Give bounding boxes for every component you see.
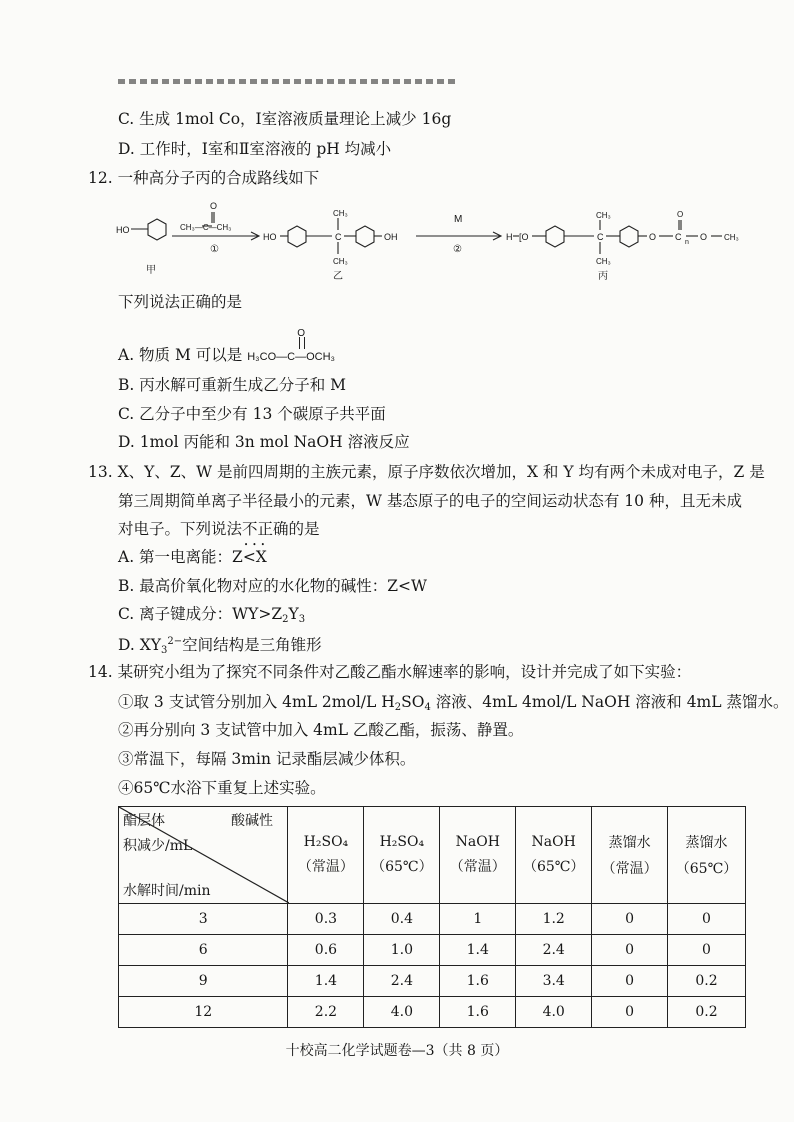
- svg-text:C: C: [597, 232, 604, 242]
- value-cell: 0.4: [364, 904, 440, 935]
- q14-step-3: ③常温下，每隔 3min 记录酯层减少体积。: [118, 750, 416, 768]
- label-bing: 丙: [598, 271, 608, 282]
- time-cell: 12: [119, 997, 288, 1028]
- value-cell: 0: [668, 904, 746, 935]
- value-cell: 0: [592, 904, 668, 935]
- q13-option-c: C. 离子键成分：$WY>Z_2Y_3$: [118, 605, 306, 625]
- svg-text:CH₃: CH₃: [333, 257, 348, 266]
- svg-text:CH₃: CH₃: [596, 257, 611, 266]
- q12-option-a: [118, 328, 336, 367]
- value-cell: 4.0: [516, 997, 592, 1028]
- svg-text:OH: OH: [384, 232, 398, 242]
- value-cell: 4.0: [364, 997, 440, 1028]
- value-cell: 2.4: [364, 966, 440, 997]
- emphasis-not-correct: 不正确 • • •: [242, 520, 289, 538]
- svg-text:CH₃: CH₃: [596, 211, 611, 220]
- q14-step-2: ②再分别向 3 支试管中加入 4mL 乙酸乙酯，振荡、静置。: [118, 721, 524, 739]
- svg-text:O: O: [649, 232, 657, 242]
- table-corner-cell: [119, 807, 288, 904]
- value-cell: 0: [668, 935, 746, 966]
- table-row: [119, 935, 746, 966]
- svg-text:C: C: [675, 232, 682, 242]
- value-cell: 1.2: [516, 904, 592, 935]
- value-cell: 1.6: [440, 966, 516, 997]
- svg-text:O: O: [700, 232, 708, 242]
- corner-label-right: 酸碱性: [231, 813, 273, 829]
- step-1-label: ①: [210, 244, 219, 255]
- cutoff-line: [118, 79, 458, 84]
- value-cell: 0.6: [288, 935, 364, 966]
- q12-question: 下列说法正确的是: [118, 293, 243, 311]
- corner-label-mid: 积减少/mL: [123, 838, 193, 854]
- value-cell: 2.4: [516, 935, 592, 966]
- svg-text:CH₃: CH₃: [333, 209, 348, 218]
- time-cell: 6: [119, 935, 288, 966]
- col-header: NaOH （常温）: [440, 807, 516, 904]
- reagent-m: M: [454, 214, 463, 225]
- svg-text:H: H: [506, 232, 513, 242]
- q11-option-d: D. 工作时，Ⅰ室和Ⅱ室溶液的 pH 均减小: [118, 140, 392, 158]
- q13-stem-line2: 第三周期简单离子半径最小的元素，W 基态原子的电子的空间运动状态有 10 种，且无未成: [118, 492, 742, 510]
- value-cell: 0.2: [668, 997, 746, 1028]
- benzene-ring-bing-2: [620, 226, 638, 247]
- q12-option-d: D. 1mol 丙能和 3n mol NaOH 溶液反应: [118, 433, 410, 451]
- q11-option-c: C. 生成 1mol Co，Ⅰ室溶液质量理论上减少 16g: [118, 110, 452, 128]
- benzene-ring-jia: [148, 219, 166, 240]
- q13-option-b: B. 最高价氧化物对应的水化物的碱性：Z<W: [118, 577, 427, 595]
- hydrolysis-table: [118, 806, 746, 1028]
- value-cell: 1: [440, 904, 516, 935]
- step-2-label: ②: [453, 244, 462, 255]
- benzene-ring-yi-1: [288, 226, 306, 247]
- value-cell: 0: [592, 935, 668, 966]
- svg-text:甲: 甲: [146, 265, 156, 276]
- value-cell: 1.0: [364, 935, 440, 966]
- q13-option-d: D. $XY_3^{2-}$空间结构是三角锥形: [118, 636, 322, 656]
- q12-option-b: B. 丙水解可重新生成乙分子和 M: [118, 376, 347, 394]
- table-row: [119, 997, 746, 1028]
- q12-stem: 12. 一种高分子丙的合成路线如下: [88, 169, 320, 187]
- svg-text:C: C: [335, 232, 342, 242]
- q14-step-1: ①取 3 支试管分别加入 4mL 2mol/L $H_2SO_4$ 溶液、4mL 4mol/L NaOH 溶液和 4mL 蒸馏水。: [118, 693, 789, 713]
- corner-label-top: 酯层体: [123, 813, 165, 829]
- reagent-acetone: CH₃—C—CH₃: [180, 223, 232, 232]
- col-header: 蒸馏水 （常温）: [592, 807, 668, 904]
- q14-stem: 14. 某研究小组为了探究不同条件对乙酸乙酯水解速率的影响，设计并完成了如下实验：: [88, 663, 692, 681]
- q12-option-c: C. 乙分子中至少有 13 个碳原子共平面: [118, 405, 386, 423]
- synthesis-scheme: [110, 196, 770, 288]
- benzene-ring-bing-1: [546, 226, 564, 247]
- col-header: NaOH （65℃）: [516, 807, 592, 904]
- value-cell: 1.4: [440, 935, 516, 966]
- value-cell: 3.4: [516, 966, 592, 997]
- svg-text:n: n: [685, 239, 689, 246]
- table-row: [119, 904, 746, 935]
- value-cell: 1.6: [440, 997, 516, 1028]
- svg-text:O: O: [210, 201, 218, 211]
- value-cell: 0: [592, 966, 668, 997]
- q13-stem-line1: 13. X、Y、Z、W 是前四周期的主族元素，原子序数依次增加，X 和 Y 均有两个未成对电子，Z 是: [88, 463, 765, 481]
- q12-option-a-text: A. 物质 M 可以是: [118, 346, 243, 364]
- q13-option-a: A. 第一电离能：Z<X: [118, 548, 267, 566]
- label-yi: 乙: [333, 271, 343, 282]
- q14-step-4: ④65℃水浴下重复上述实验。: [118, 779, 326, 797]
- col-header: H₂SO₄ （常温）: [288, 807, 364, 904]
- value-cell: 0.3: [288, 904, 364, 935]
- svg-text:O: O: [677, 210, 684, 219]
- time-cell: 9: [119, 966, 288, 997]
- corner-label-bottom: 水解时间/min: [123, 883, 211, 899]
- svg-text:[O: [O: [519, 232, 529, 242]
- value-cell: 0: [592, 997, 668, 1028]
- value-cell: 2.2: [288, 997, 364, 1028]
- page-footer: 十校高二化学试题卷—3（共 8 页）: [285, 1043, 509, 1059]
- time-cell: 3: [119, 904, 288, 935]
- benzene-ring-yi-2: [356, 226, 374, 247]
- q12-option-a-formula: O H₃CO—C—OCH₃: [247, 328, 336, 363]
- col-header: H₂SO₄ （65℃）: [364, 807, 440, 904]
- value-cell: 0.2: [668, 966, 746, 997]
- value-cell: 1.4: [288, 966, 364, 997]
- svg-text:HO: HO: [263, 232, 277, 242]
- table-row: [119, 966, 746, 997]
- q13-stem-line3: 对电子。下列说法不正确 • • •的是: [118, 519, 320, 539]
- svg-text:CH₃: CH₃: [724, 233, 739, 242]
- col-header: 蒸馏水 （65℃）: [668, 807, 746, 904]
- svg-text:HO: HO: [116, 225, 130, 235]
